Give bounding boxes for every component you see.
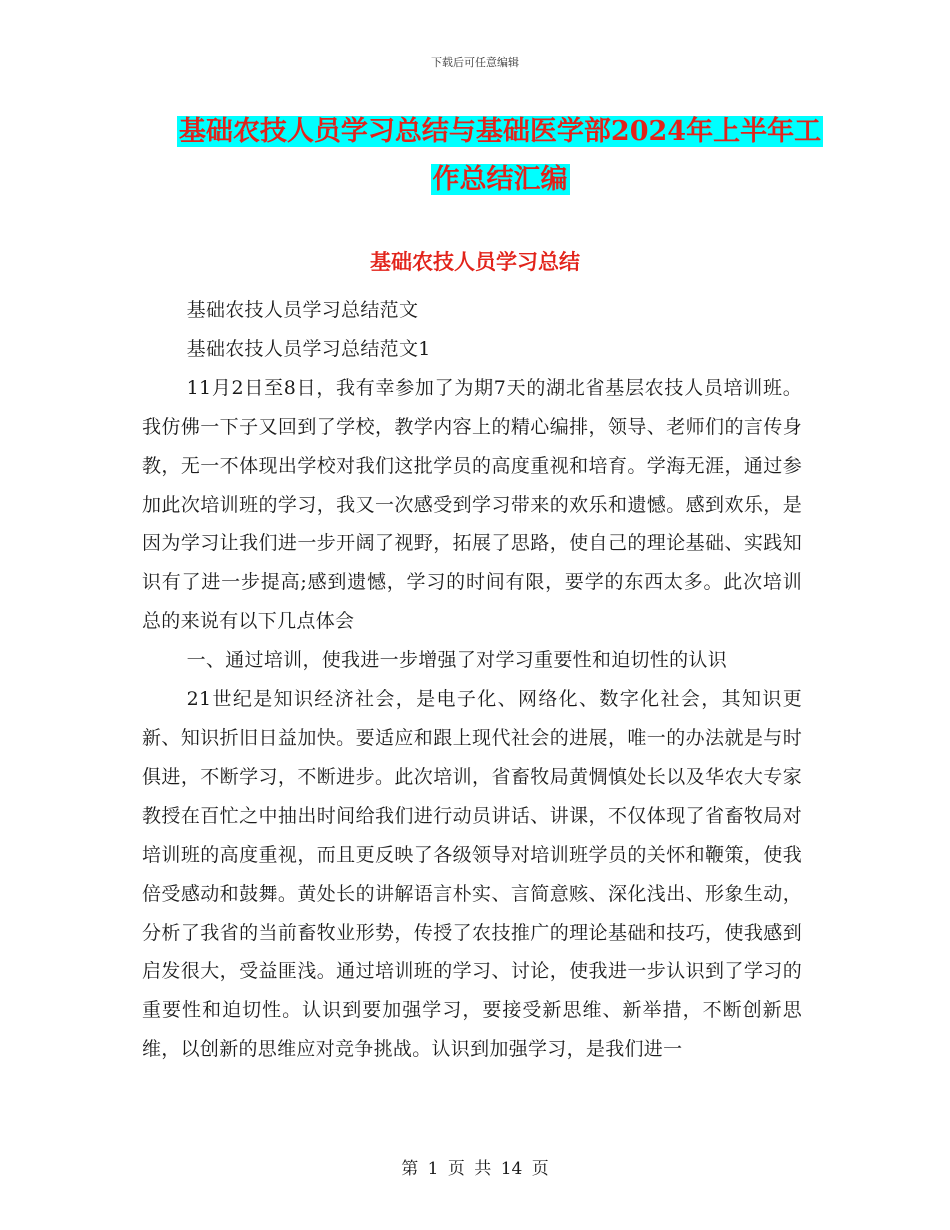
paragraph: 21世纪是知识经济社会，是电子化、网络化、数字化社会，其知识更新、知识折旧日益加快。要适应和跟上现代社会的进展，唯一的办法就是与时俱进，不断学习，不断进步。此次培训，省畜牧局黄惆慎处长以及华农大专家教授在百忙之中抽出时间给我们进行动员讲话、讲课，不仅体现了省畜牧局对培训班的高度重视，而且更反映了各级领导对培训班学员的关怀和鞭策，使我倍受感动和鼓舞。黄处长的讲解语言朴实、言简意赅、深化浅出、形象生动，分析了我省的当前畜牧业形势，传授了农技推广的理论基础和技巧，使我感到启发很大，受益匪浅。通过培训班的学习、讨论，使我进一步认识到了学习的重要性和迫切性。认识到要加强学习，要接受新思维、新举措，不断创新思维，以创新的思维应对竞争挑战。认识到加强学习，是我们进一 [142,688,802,1061]
paragraph: 基础农技人员学习总结范文1 [186,337,431,360]
document-title-line-1: 基础农技人员学习总结与基础医学部2024年上半年工 [178,116,822,147]
page-header-note: 下载后可任意编辑 [431,56,519,69]
paragraph: 基础农技人员学习总结范文 [186,299,419,321]
document-body [142,291,802,1069]
document-title-line-2: 作总结汇编 [432,164,568,195]
paragraph: 一、通过培训，使我进一步增强了对学习重要性和迫切性的认识 [186,649,728,672]
page-number-footer: 第 1 页 共 14 页 [401,1159,549,1179]
document-title [140,108,860,204]
paragraph: 11月2日至8日，我有幸参加了为期7天的湖北省基层农技人员培训班。我仿佛一下子又回到了学校，教学内容上的精心编排，领导、老师们的言传身教，无一不体现出学校对我们这批学员的高度重视和培育。学海无涯，通过参加此次培训班的学习，我又一次感受到学习带来的欢乐和遗憾。感到欢乐，是因为学习让我们进一步开阔了视野，拓展了思路，使自己的理论基础、实践知识有了进一步提高;感到遗憾，学习的时间有限，要学的东西太多。此次培训总的来说有以下几点体会 [142,376,802,633]
section-title: 基础农技人员学习总结 [370,249,580,274]
